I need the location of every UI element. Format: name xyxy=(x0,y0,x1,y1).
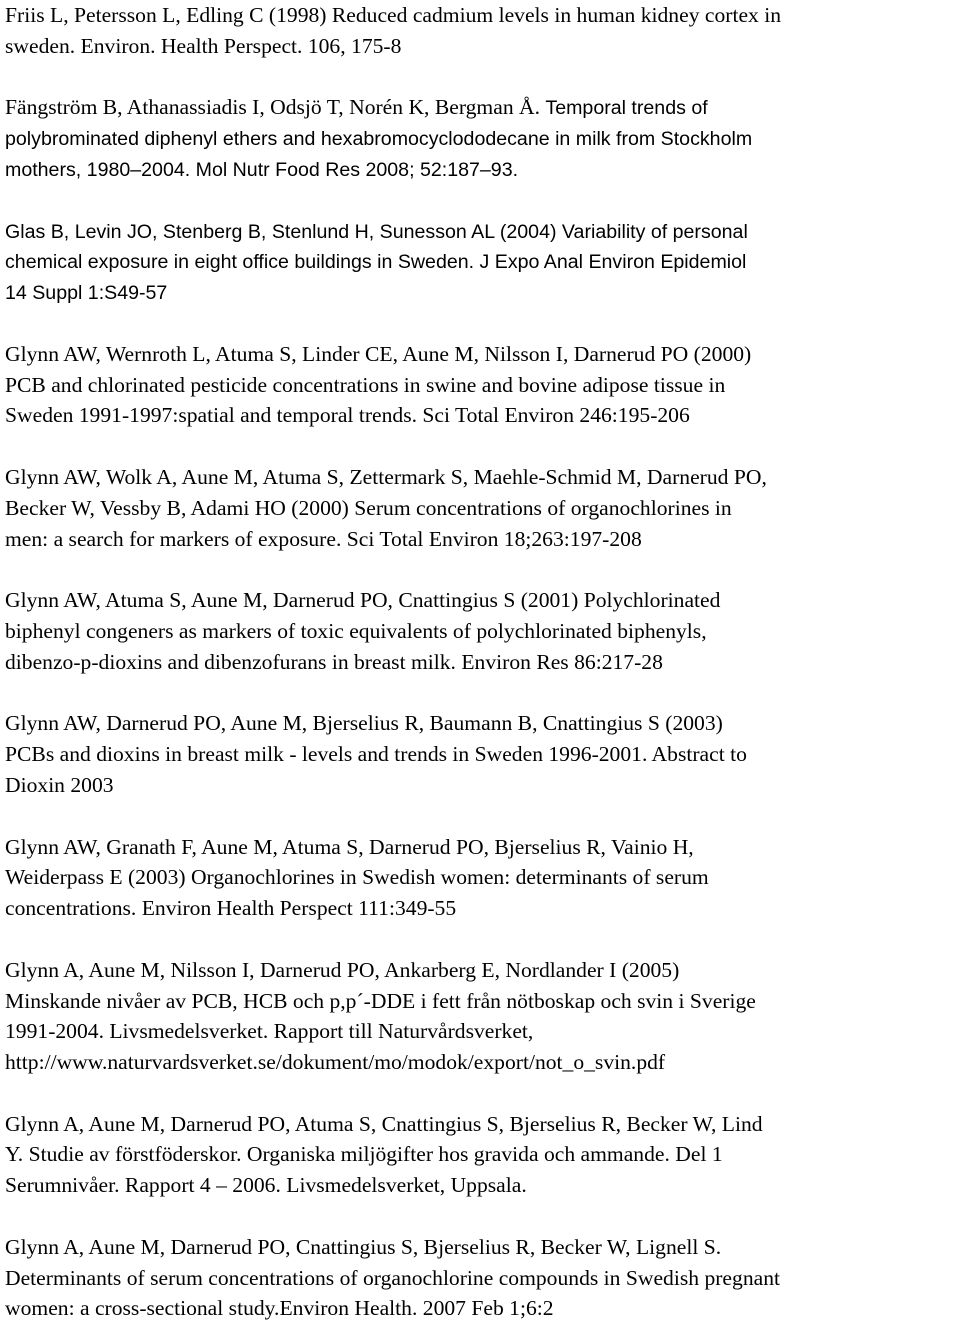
reference-entry xyxy=(5,832,957,924)
reference-line xyxy=(5,1232,957,1263)
reference-text: concentrations. Environ Health Perspect 111:349-55 xyxy=(5,896,457,921)
reference-text: Minskande nivåer av PCB, HCB och p,p´-DDE i fett från nötboskap och svin i Sverige xyxy=(5,988,756,1013)
reference-line xyxy=(5,1263,957,1294)
reference-text: PCB and chlorinated pesticide concentrations in swine and bovine adipose tissue in xyxy=(5,372,726,397)
reference-line xyxy=(5,123,957,154)
reference-text: biphenyl congeners as markers of toxic equivalents of polychlorinated biphenyls, xyxy=(5,618,707,643)
reference-text: Determinants of serum concentrations of organochlorine compounds in Swedish pregnant xyxy=(5,1265,780,1290)
reference-entry xyxy=(5,0,957,62)
reference-text: women: a cross-sectional study.Environ Health. 2007 Feb 1;6:2 xyxy=(5,1296,554,1321)
reference-line xyxy=(5,1109,957,1140)
reference-text: Serumnivåer. Rapport 4 – 2006. Livsmedelsverket, Uppsala. xyxy=(5,1173,527,1198)
reference-spacer xyxy=(5,185,957,216)
reference-text: mothers, 1980–2004. Mol Nutr Food Res 2008; 52:187–93. xyxy=(5,158,519,181)
reference-text: Glynn A, Aune M, Darnerud PO, Atuma S, Cnattingius S, Bjerselius R, Becker W, Lind xyxy=(5,1111,763,1136)
reference-line xyxy=(5,493,957,524)
reference-line xyxy=(5,216,957,247)
reference-line xyxy=(5,339,957,370)
reference-spacer xyxy=(5,1078,957,1109)
reference-text: Weiderpass E (2003) Organochlorines in Swedish women: determinants of serum xyxy=(5,865,709,890)
reference-line xyxy=(5,524,957,555)
reference-line xyxy=(5,400,957,431)
reference-line xyxy=(5,1293,957,1324)
reference-entry xyxy=(5,339,957,431)
reference-text: dibenzo-p-dioxins and dibenzofurans in breast milk. Environ Res 86:217-28 xyxy=(5,649,663,674)
reference-line xyxy=(5,1016,957,1047)
reference-entry xyxy=(5,1109,957,1201)
reference-line xyxy=(5,708,957,739)
reference-text: Glynn A, Aune M, Nilsson I, Darnerud PO, Ankarberg E, Nordlander I (2005) xyxy=(5,957,680,982)
reference-text: Temporal trends of xyxy=(545,97,708,120)
reference-line xyxy=(5,770,957,801)
reference-line xyxy=(5,1047,957,1078)
reference-text: 14 Suppl 1:S49-57 xyxy=(5,282,168,305)
reference-line xyxy=(5,616,957,647)
reference-entry xyxy=(5,462,957,554)
reference-spacer xyxy=(5,801,957,832)
reference-text: Becker W, Vessby B, Adami HO (2000) Serum concentrations of organochlorines in xyxy=(5,495,732,520)
reference-entry xyxy=(5,216,957,308)
reference-entry xyxy=(5,92,957,184)
reference-text: Dioxin 2003 xyxy=(5,772,114,797)
reference-line xyxy=(5,277,957,308)
reference-spacer xyxy=(5,554,957,585)
reference-text: Glynn AW, Wernroth L, Atuma S, Linder CE, Aune M, Nilsson I, Darnerud PO (2000) xyxy=(5,341,752,366)
reference-line xyxy=(5,1139,957,1170)
reference-spacer xyxy=(5,62,957,93)
reference-line xyxy=(5,647,957,678)
reference-line xyxy=(5,832,957,863)
reference-entry xyxy=(5,585,957,677)
reference-entry xyxy=(5,1232,957,1324)
reference-text: Glynn AW, Wolk A, Aune M, Atuma S, Zettermark S, Maehle-Schmid M, Darnerud PO, xyxy=(5,464,767,489)
reference-spacer xyxy=(5,924,957,955)
reference-list xyxy=(5,0,957,1324)
reference-line xyxy=(5,370,957,401)
reference-line xyxy=(5,462,957,493)
reference-line xyxy=(5,92,957,123)
reference-line xyxy=(5,739,957,770)
reference-text: polybrominated diphenyl ethers and hexabromocyclododecane in milk from Stockholm xyxy=(5,128,753,151)
reference-text: Glas B, Levin JO, Stenberg B, Stenlund H, Sunesson AL (2004) Variability of personal xyxy=(5,220,748,243)
reference-text: men: a search for markers of exposure. Sci Total Environ 18;263:197-208 xyxy=(5,526,642,551)
reference-text: sweden. Environ. Health Perspect. 106, 175-8 xyxy=(5,33,402,58)
reference-spacer xyxy=(5,431,957,462)
reference-line xyxy=(5,893,957,924)
reference-text: 1991-2004. Livsmedelsverket. Rapport till Naturvårdsverket, xyxy=(5,1019,534,1044)
reference-spacer xyxy=(5,308,957,339)
reference-line xyxy=(5,1170,957,1201)
reference-entry xyxy=(5,955,957,1078)
reference-text: Glynn AW, Darnerud PO, Aune M, Bjerselius R, Baumann B, Cnattingius S (2003) xyxy=(5,711,723,736)
reference-text: J Expo Anal Environ Epidemiol xyxy=(479,251,747,274)
reference-text: Y. Studie av förstföderskor. Organiska miljögifter hos gravida och ammande. Del 1 xyxy=(5,1142,723,1167)
reference-text: Sweden 1991-1997:spatial and temporal trends. Sci Total Environ 246:195-206 xyxy=(5,403,690,428)
reference-text: chemical exposure in eight office buildings in Sweden. xyxy=(5,251,480,274)
reference-line xyxy=(5,986,957,1017)
reference-text: Glynn AW, Atuma S, Aune M, Darnerud PO, Cnattingius S (2001) Polychlorinated xyxy=(5,588,721,613)
reference-text: Fängström B, Athanassiadis I, Odsjö T, Norén K, Bergman Å. xyxy=(5,95,546,120)
reference-text: Friis L, Petersson L, Edling C (1998) Reduced cadmium levels in human kidney cortex in xyxy=(5,3,782,27)
reference-line xyxy=(5,862,957,893)
reference-text: http://www.naturvardsverket.se/dokument/mo/modok/export/not_o_svin.pdf xyxy=(5,1050,666,1075)
reference-line xyxy=(5,31,957,62)
reference-text: PCBs and dioxins in breast milk - levels and trends in Sweden 1996-2001. Abstract to xyxy=(5,742,747,767)
reference-spacer xyxy=(5,1201,957,1232)
reference-text: Glynn A, Aune M, Darnerud PO, Cnattingius S, Bjerselius R, Becker W, Lignell S. xyxy=(5,1234,722,1259)
reference-line xyxy=(5,154,957,185)
reference-spacer xyxy=(5,678,957,709)
reference-line xyxy=(5,246,957,277)
reference-line xyxy=(5,0,957,31)
reference-line xyxy=(5,585,957,616)
reference-text: Glynn AW, Granath F, Aune M, Atuma S, Darnerud PO, Bjerselius R, Vainio H, xyxy=(5,834,694,859)
reference-line xyxy=(5,955,957,986)
reference-entry xyxy=(5,708,957,800)
